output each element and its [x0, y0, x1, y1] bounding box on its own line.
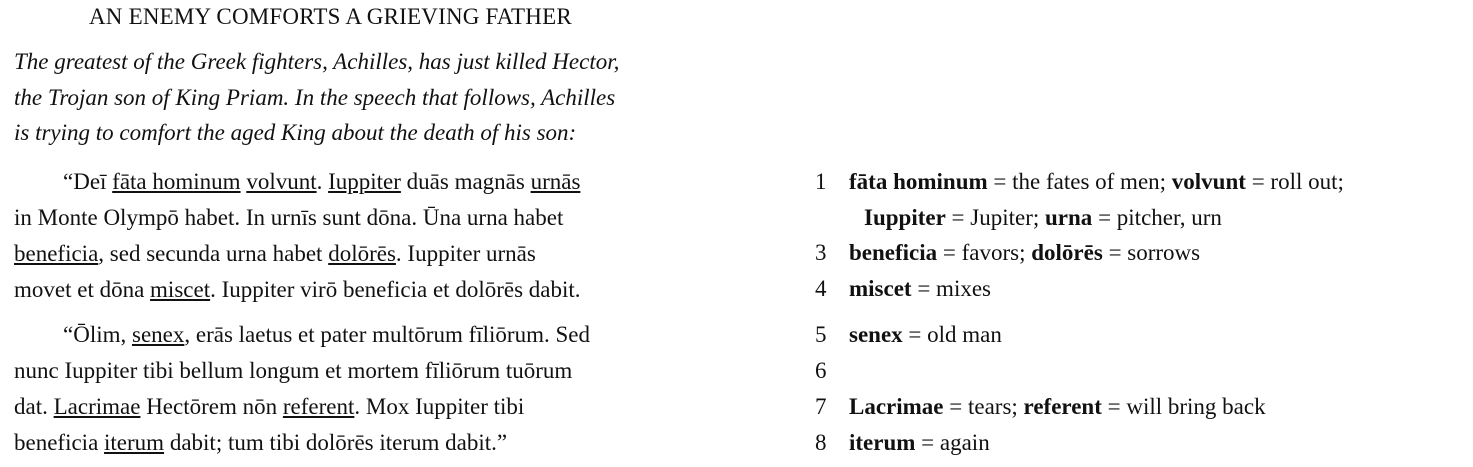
- gloss-term: referent: [1023, 394, 1102, 419]
- intro-line: the Trojan son of King Priam. In the speech that follows, Achilles: [14, 84, 616, 110]
- latin-line-7: [14, 389, 590, 425]
- gloss-definition: = again: [915, 430, 990, 455]
- gloss-line-2: [864, 200, 1222, 236]
- glossed-word: referent: [282, 394, 355, 419]
- line-number: 6: [815, 358, 827, 383]
- glossed-word: beneficia: [14, 241, 99, 266]
- intro-line: The greatest of the Greek fighters, Achilles, has just killed Hector,: [14, 49, 620, 74]
- text: “Deī: [63, 169, 113, 194]
- intro-line: is trying to comfort the aged King about the death of his son:: [14, 120, 577, 145]
- latin-line-4: [14, 272, 581, 308]
- gloss-line-4: [815, 271, 991, 307]
- glossed-word: Iuppiter: [328, 169, 401, 194]
- line-number: 8: [815, 430, 827, 455]
- gloss-definition: = Jupiter;: [945, 205, 1046, 230]
- latin-line-1: [14, 164, 581, 200]
- gloss-definition: = will bring back: [1101, 394, 1266, 419]
- gloss-term: miscet: [849, 276, 912, 301]
- glossed-word: fāta hominum: [112, 169, 241, 194]
- text: duās magnās: [400, 169, 531, 194]
- glossed-word: miscet: [150, 277, 211, 302]
- text: , sed secunda urna habet: [98, 241, 329, 266]
- text: movet et dōna: [14, 277, 151, 302]
- gloss-line-3: [815, 235, 1200, 271]
- gloss-term: Iuppiter: [864, 205, 946, 230]
- gloss-definition: = old man: [902, 322, 1002, 347]
- latin-line-6: nunc Iuppiter tibi bellum longum et mortem fīliōrum tuōrum: [14, 358, 573, 383]
- gloss-definition: = favors;: [937, 240, 1032, 265]
- gloss-term: Lacrimae: [849, 394, 944, 419]
- text: dabit; tum tibi dolōrēs iterum dabit.”: [164, 430, 508, 455]
- line-number: 1: [815, 169, 827, 194]
- text: beneficia: [14, 430, 105, 455]
- text: . Iuppiter urnās: [395, 241, 536, 266]
- glossed-word: Lacrimae: [53, 394, 141, 419]
- latin-line-2: in Monte Olympō habet. In urnīs sunt dōna. Ūna urna habet: [14, 205, 564, 230]
- gloss-line-6: [815, 353, 849, 389]
- gloss-definition: = pitcher, urn: [1092, 205, 1222, 230]
- gloss-definition: = sorrows: [1102, 240, 1201, 265]
- gloss-definition: = roll out;: [1245, 169, 1344, 194]
- gloss-term: dolōrēs: [1031, 240, 1103, 265]
- gloss-term: urna: [1045, 205, 1093, 230]
- text: . Mox Iuppiter tibi: [354, 394, 525, 419]
- gloss-term: fāta hominum: [849, 169, 988, 194]
- line-number: 3: [815, 240, 827, 265]
- gloss-definition: = the fates of men;: [987, 169, 1172, 194]
- glossed-word: urnās: [530, 169, 581, 194]
- gloss-term: beneficia: [849, 240, 938, 265]
- text: “Ōlim,: [63, 322, 132, 347]
- latin-paragraph-1: [14, 164, 581, 308]
- page-title: AN ENEMY COMFORTS A GRIEVING FATHER: [89, 4, 572, 29]
- gloss-term: senex: [849, 322, 903, 347]
- line-number: 7: [815, 394, 827, 419]
- text: . Iuppiter virō beneficia et dolōrēs dabit.: [210, 277, 581, 302]
- intro-paragraph: [14, 44, 619, 151]
- latin-paragraph-2: [14, 317, 590, 461]
- gloss-line-7: [815, 389, 1266, 425]
- text: Hectōrem nōn: [140, 394, 283, 419]
- text: dat.: [14, 394, 54, 419]
- glossed-word: iterum: [104, 430, 165, 455]
- glossed-word: dolōrēs: [328, 241, 396, 266]
- text: , erās laetus et pater multōrum fīliōrum. Sed: [184, 322, 590, 347]
- gloss-term: iterum: [849, 430, 916, 455]
- line-number: 5: [815, 322, 827, 347]
- gloss-term: volvunt: [1171, 169, 1246, 194]
- gloss-definition: = mixes: [911, 276, 991, 301]
- glossed-word: senex: [132, 322, 185, 347]
- latin-line-3: [14, 236, 581, 272]
- text: .: [316, 169, 329, 194]
- gloss-definition: = tears;: [943, 394, 1024, 419]
- gloss-line-1: [815, 164, 1344, 200]
- gloss-line-5: [815, 317, 1002, 353]
- latin-line-8: [14, 425, 590, 461]
- line-number: 4: [815, 276, 827, 301]
- glossed-word: volvunt: [246, 169, 317, 194]
- gloss-line-8: [815, 425, 990, 461]
- latin-line-5: [14, 317, 590, 353]
